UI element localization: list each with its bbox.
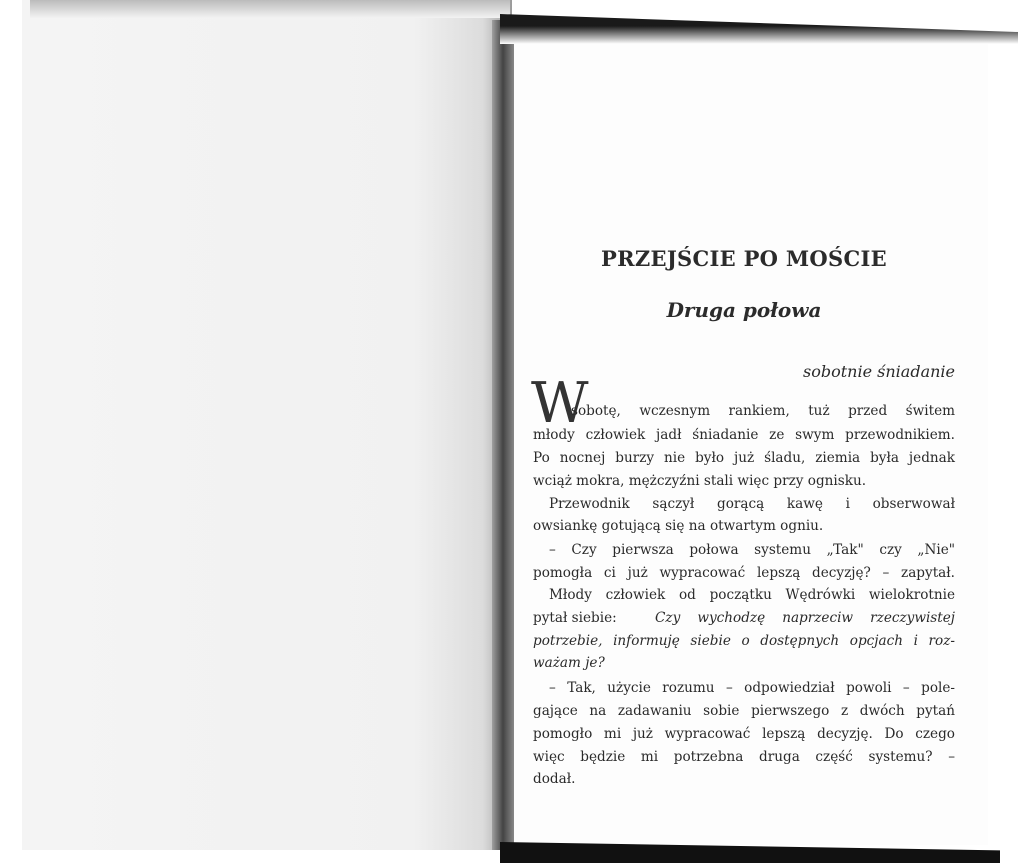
text-line: pomogło mi już wypracować lepszą decyzję. Do czego — [533, 726, 955, 742]
text-line: pomogła ci już wypracować lepszą decyzję? – zapytał. — [533, 565, 955, 581]
italic-question: Czy wychodzę naprzeciw rzeczywistej — [655, 610, 955, 626]
italic-question-line: ważam je? — [533, 655, 605, 671]
text-line: sobotę, wczesnym rankiem, tuż przed świtem — [571, 403, 955, 419]
text-line: dodał. — [533, 771, 576, 787]
scan-shadow-bottom — [500, 842, 1000, 863]
drop-cap: W — [531, 371, 589, 436]
scan-shadow-top — [500, 14, 1018, 44]
text-line: Przewodnik sączył gorącą kawę i obserwował — [549, 496, 955, 512]
section-heading: sobotnie śniadanie — [803, 362, 955, 381]
page-top-edge — [30, 0, 510, 18]
text-line: więc będzie mi potrzebna druga część systemu? – — [533, 749, 955, 765]
left-page-blank — [22, 0, 512, 850]
text-line: wciąż mokra, mężczyźni stali więc przy ognisku. — [533, 473, 867, 489]
text-line: Po nocnej burzy nie było już śladu, ziemia była jednak — [533, 450, 955, 466]
text-line — [533, 609, 955, 627]
italic-question-line: potrzebie, informuję siebie o dostępnych opcjach i roz- — [533, 633, 955, 649]
text-line: – Czy pierwsza połowa systemu „Tak" czy „Nie" — [549, 542, 955, 558]
text-line: owsiankę gotującą się na otwartym ogniu. — [533, 518, 824, 534]
text-line: młody człowiek jadł śniadanie ze swym przewodnikiem. — [533, 427, 955, 443]
text-line: Młody człowiek od początku Wędrówki wielokrotnie — [549, 587, 955, 603]
book-spine — [492, 20, 514, 850]
text-line: gające na zadawaniu sobie pierwszego z dwóch pytań — [533, 703, 955, 719]
chapter-subtitle: Druga połowa — [666, 298, 822, 322]
chapter-title: PRZEJŚCIE PO MOŚCIE — [601, 246, 887, 271]
text-fragment: pytał siebie: — [533, 610, 617, 626]
text-line: – Tak, użycie rozumu – odpowiedział powoli – pole- — [549, 680, 955, 696]
